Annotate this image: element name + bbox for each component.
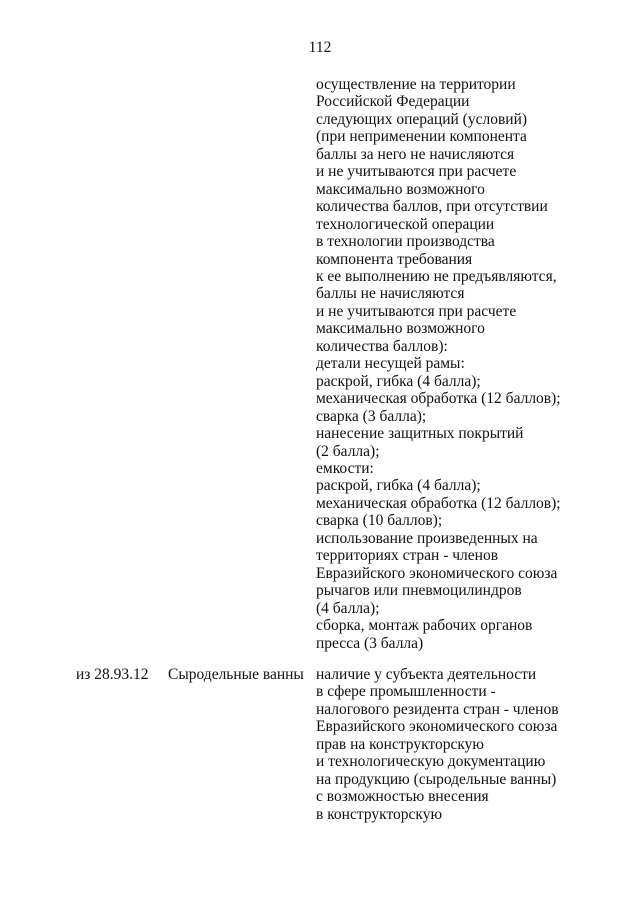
- requirement-line: (при неприменении компонента: [316, 128, 527, 146]
- requirement-line: наличие у субъекта деятельности: [316, 666, 537, 683]
- requirement-line: емкости:: [316, 459, 374, 477]
- requirement-line: сварка (3 балла);: [316, 407, 427, 425]
- requirement-line: рычагов или пневмоцилиндров: [316, 582, 522, 600]
- requirement-line: Евразийского экономического союза: [316, 718, 558, 736]
- requirement-line: и технологическую документацию: [316, 753, 546, 771]
- requirement-line: (2 балла);: [316, 442, 380, 460]
- requirement-line: Российской Федерации: [316, 93, 470, 111]
- requirement-line: к ее выполнению не предъявляются,: [316, 267, 557, 285]
- requirement-line: территориях стран - членов: [316, 547, 499, 565]
- requirement-line: на продукцию (сыродельные ванны): [316, 770, 557, 788]
- requirement-line: максимально возможного: [316, 320, 485, 338]
- requirement-line: технологической операции: [316, 215, 495, 233]
- requirement-line: Евразийского экономического союза: [316, 564, 558, 582]
- requirement-line: и не учитываются при расчете: [316, 302, 517, 320]
- requirement-line: баллы за него не начисляются: [316, 145, 515, 163]
- requirement-line: (4 балла);: [316, 599, 380, 617]
- requirement-line: следующих операций (условий): [316, 110, 528, 128]
- requirement-line: сборка, монтаж рабочих органов: [316, 617, 533, 635]
- requirement-line: количества баллов, при отсутствии: [316, 198, 548, 216]
- requirement-line: с возможностью внесения: [316, 788, 489, 806]
- requirement-line: налогового резидента стран - членов: [316, 700, 559, 718]
- continued-requirements-text: [316, 76, 561, 652]
- requirement-line: прав на конструкторскую: [316, 735, 485, 753]
- requirement-line: детали несущей рамы:: [316, 355, 465, 373]
- page-number: 112: [308, 39, 332, 56]
- requirement-line: раскрой, гибка (4 балла);: [316, 477, 481, 495]
- requirement-line: в сфере промышленности -: [316, 683, 496, 701]
- requirement-line: нанесение защитных покрытий: [316, 425, 524, 443]
- product-name: Сыродельные ванны: [168, 666, 304, 683]
- requirement-line: механическая обработка (12 баллов);: [316, 390, 561, 408]
- requirement-line: осуществление на территории: [316, 76, 516, 93]
- requirement-line: максимально возможного: [316, 180, 485, 198]
- requirement-line: в конструкторскую: [316, 805, 443, 823]
- requirement-line: в технологии производства: [316, 233, 495, 251]
- requirement-line: механическая обработка (12 баллов);: [316, 494, 561, 512]
- requirement-line: и не учитываются при расчете: [316, 163, 517, 181]
- requirement-line: раскрой, гибка (4 балла);: [316, 372, 481, 390]
- product-requirements-text: [316, 666, 559, 823]
- requirement-line: использование произведенных на: [316, 529, 538, 547]
- product-code: из 28.93.12: [76, 666, 149, 683]
- requirement-line: баллы не начисляются: [316, 285, 465, 303]
- requirement-line: количества баллов):: [316, 337, 448, 355]
- requirement-line: компонента требования: [316, 250, 473, 268]
- requirement-line: пресса (3 балла): [316, 634, 424, 652]
- requirement-line: сварка (10 баллов);: [316, 512, 443, 530]
